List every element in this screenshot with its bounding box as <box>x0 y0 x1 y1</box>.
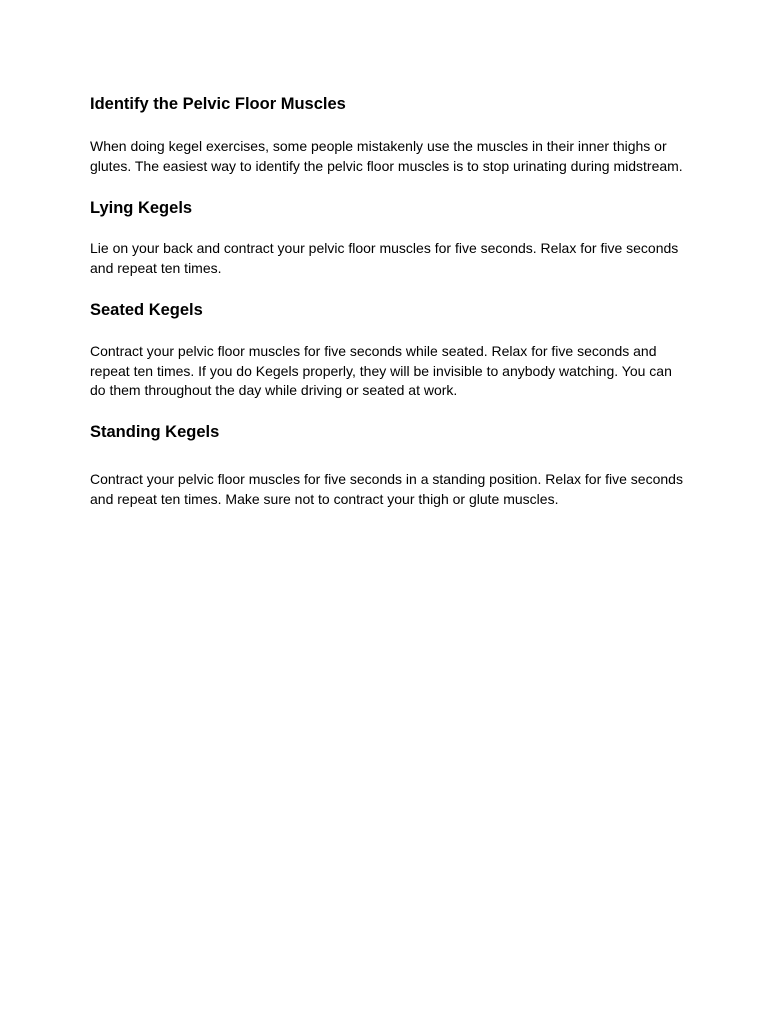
paragraph-line: glutes. The easiest way to identify the pelvic floor muscles is to stop urinating during midstream. <box>90 157 683 174</box>
section-paragraph-lying-kegels <box>90 239 690 278</box>
paragraph-line: do them throughout the day while driving or seated at work. <box>90 382 458 398</box>
section-heading-seated-kegels: Seated Kegels <box>90 301 203 319</box>
paragraph-line: and repeat ten times. <box>90 259 222 276</box>
paragraph-line: Contract your pelvic floor muscles for five seconds while seated. Relax for five seconds and <box>90 343 657 359</box>
paragraph-line: When doing kegel exercises, some people mistakenly use the muscles in their inner thighs or <box>90 138 667 154</box>
section-paragraph-identify-pelvic-floor <box>90 137 690 176</box>
section-paragraph-standing-kegels <box>90 470 690 509</box>
paragraph-line: and repeat ten times. Make sure not to contract your thigh or glute muscles. <box>90 490 559 507</box>
paragraph-line: Lie on your back and contract your pelvic floor muscles for five seconds. Relax for five seconds <box>90 240 679 256</box>
section-heading-standing-kegels: Standing Kegels <box>90 423 220 441</box>
section-heading-lying-kegels: Lying Kegels <box>90 199 193 217</box>
section-heading-identify-pelvic-floor: Identify the Pelvic Floor Muscles <box>90 95 346 113</box>
paragraph-line: repeat ten times. If you do Kegels properly, they will be invisible to anybody watching. You can <box>90 362 672 379</box>
paragraph-line: Contract your pelvic floor muscles for five seconds in a standing position. Relax for five seconds <box>90 471 683 487</box>
section-paragraph-seated-kegels <box>90 342 690 401</box>
